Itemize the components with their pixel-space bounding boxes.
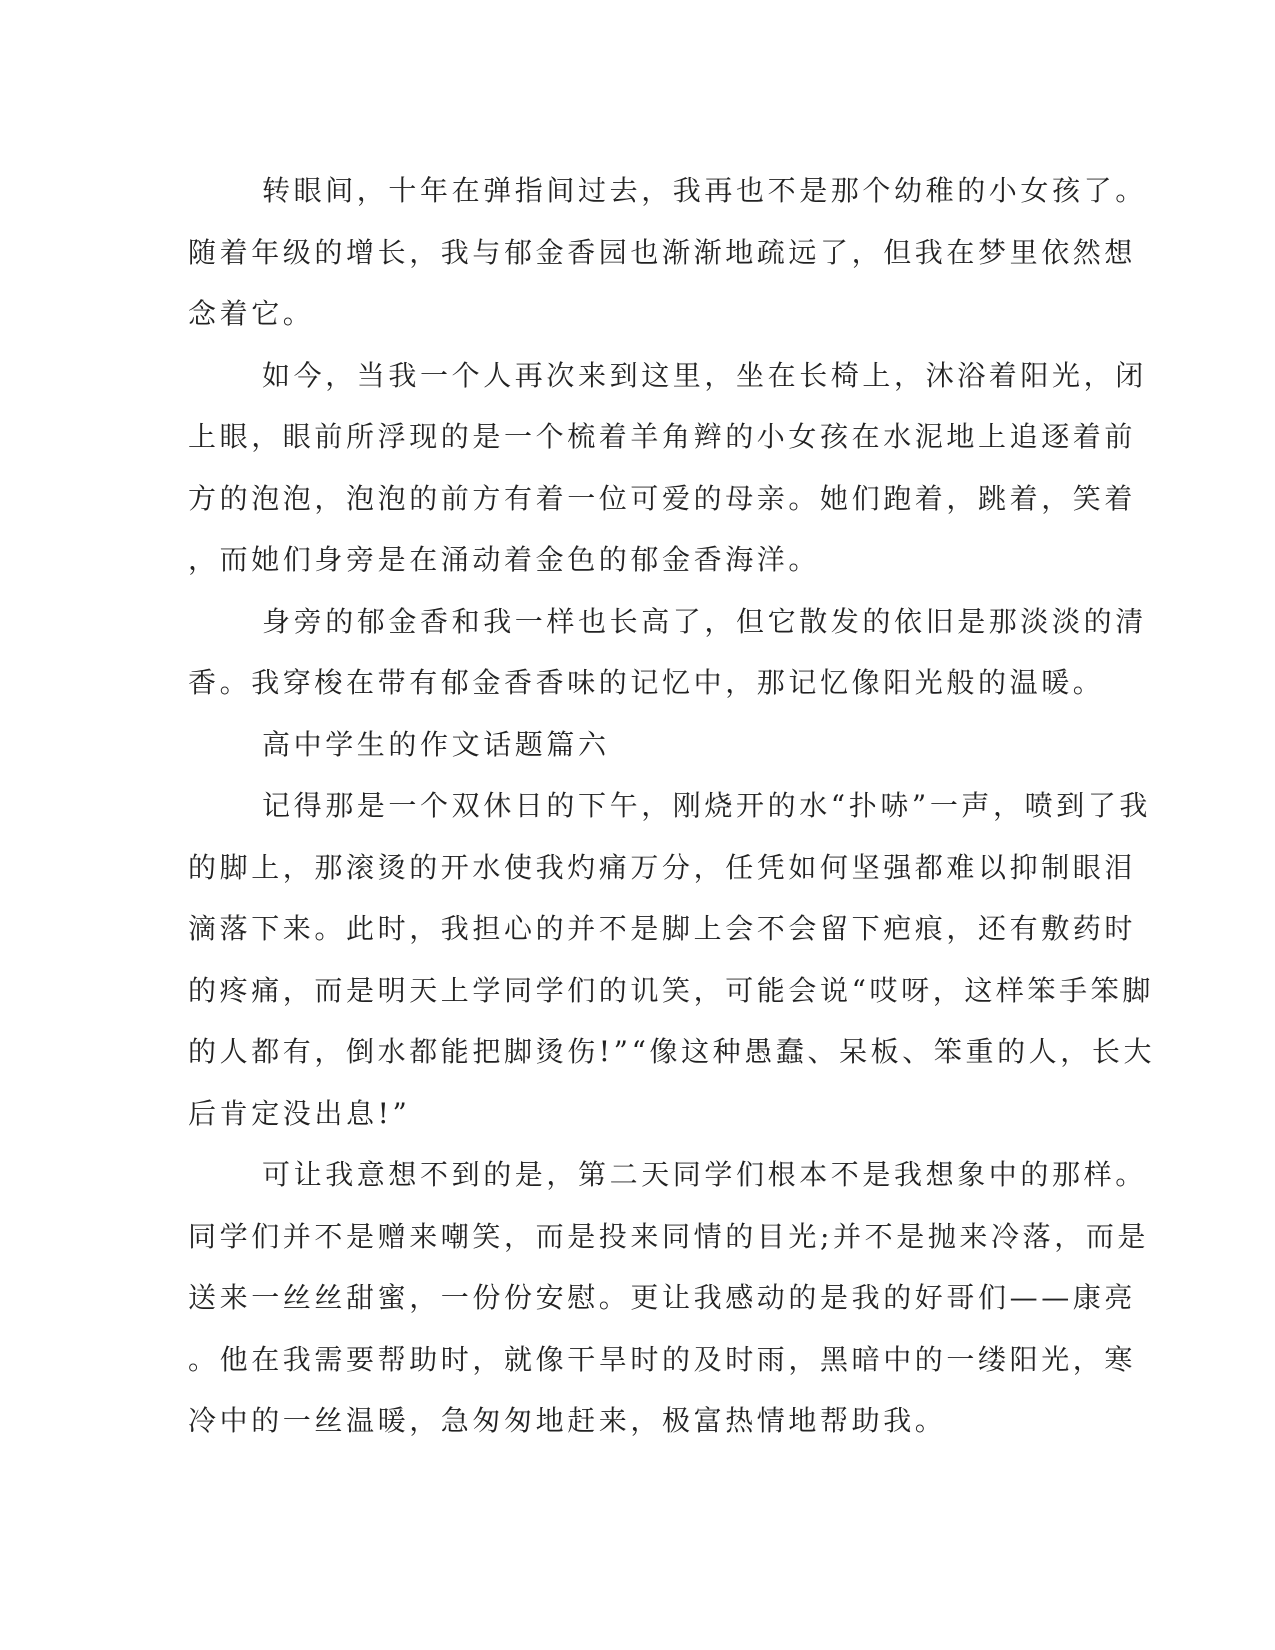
text-line: 香。我穿梭在带有郁金香香味的记忆中，那记忆像阳光般的温暖。 xyxy=(188,666,1105,699)
text-line: 送来一丝丝甜蜜，一份份安慰。更让我感动的是我的好哥们——康亮 xyxy=(188,1281,1137,1314)
text-line: 随着年级的增长，我与郁金香园也渐渐地疏远了，但我在梦里依然想 xyxy=(188,235,1137,269)
text-line: 念着它。 xyxy=(188,297,315,330)
text-line: 的疼痛，而是明天上学同学们的讥笑，可能会说“哎呀，这样笨手笨脚 xyxy=(188,973,1154,1007)
essay-text-block xyxy=(188,160,1156,1452)
text-line: 如今，当我一个人再次来到这里，坐在长椅上，沐浴着阳光，闭 xyxy=(262,358,1147,392)
text-line: 冷中的一丝温暖，急匆匆地赶来，极富热情地帮助我。 xyxy=(188,1404,947,1437)
text-line: ，而她们身旁是在涌动着金色的郁金香海洋。 xyxy=(188,543,821,576)
text-line: 滴落下来。此时，我担心的并不是脚上会不会留下疤痕，还有敷药时 xyxy=(188,912,1137,945)
text-line: 身旁的郁金香和我一样也长高了，但它散发的依旧是那淡淡的清 xyxy=(262,604,1147,638)
text-line: 同学们并不是赠来嘲笑，而是投来同情的目光;并不是抛来冷落，而是 xyxy=(188,1219,1150,1253)
text-line: 转眼间，十年在弹指间过去，我再也不是那个幼稚的小女孩了。 xyxy=(262,174,1147,207)
text-line: 可让我意想不到的是，第二天同学们根本不是我想象中的那样。 xyxy=(262,1158,1147,1191)
text-line: 。他在我需要帮助时，就像干旱时的及时雨，黑暗中的一缕阳光，寒 xyxy=(188,1342,1137,1376)
text-line: 后肯定没出息!” xyxy=(188,1096,411,1130)
section-heading: 高中学生的作文话题篇六 xyxy=(262,727,610,761)
text-line: 的脚上，那滚烫的开水使我灼痛万分，任凭如何坚强都难以抑制眼泪 xyxy=(188,850,1137,884)
text-line: 记得那是一个双休日的下午，刚烧开的水“扑哧”一声，喷到了我 xyxy=(262,789,1152,822)
text-line: 的人都有，倒水都能把脚烫伤!”“像这种愚蠢、呆板、笨重的人，长大 xyxy=(188,1035,1156,1068)
text-line: 方的泡泡，泡泡的前方有着一位可爱的母亲。她们跑着，跳着，笑着 xyxy=(188,481,1137,515)
text-line: 上眼，眼前所浮现的是一个梳着羊角辫的小女孩在水泥地上追逐着前 xyxy=(188,420,1137,453)
